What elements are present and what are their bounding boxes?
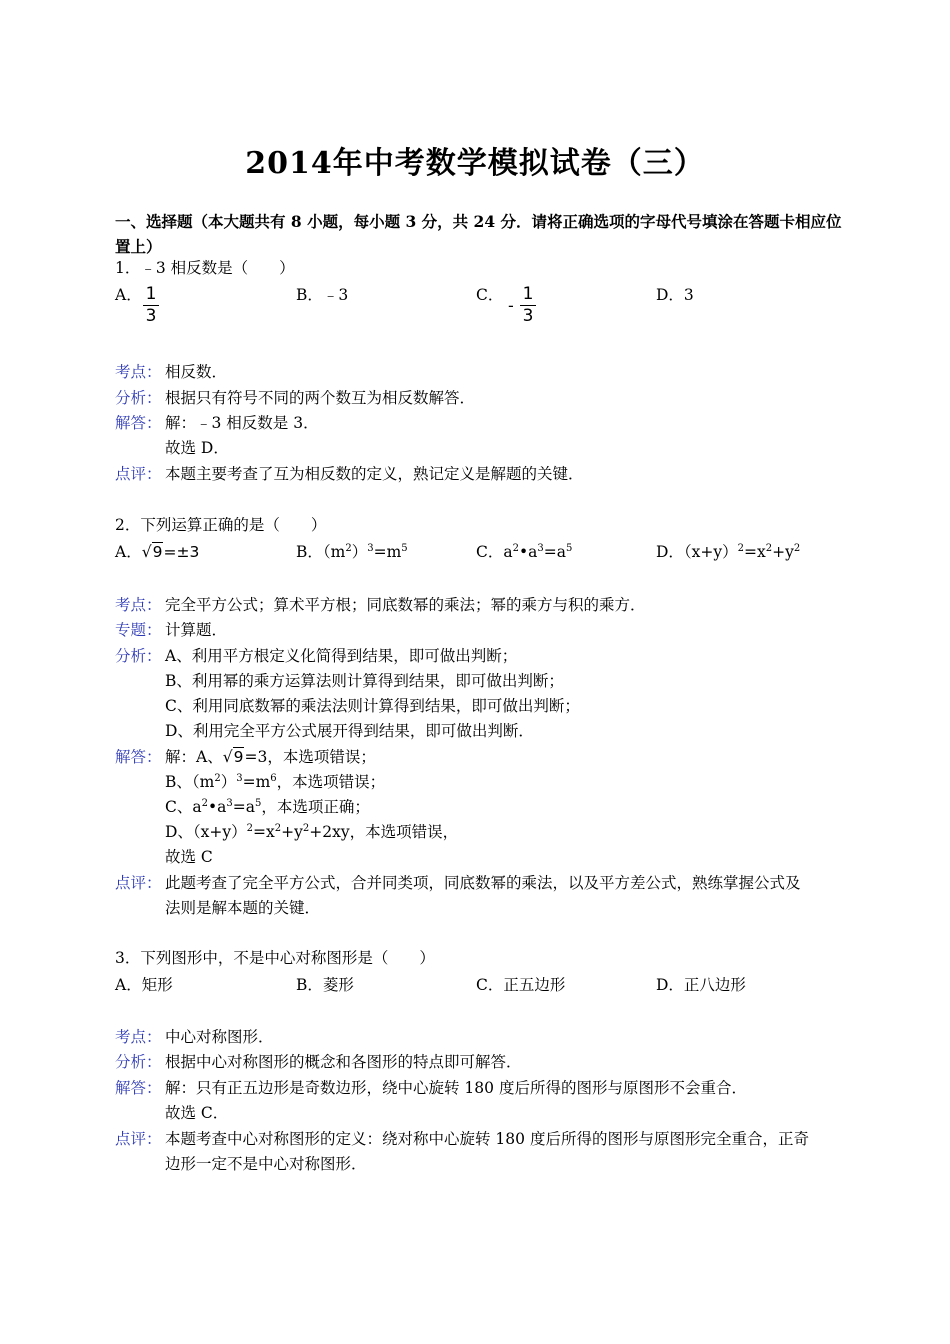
q2-option-c: C．$a^2•a^3=a^5$ bbox=[476, 543, 573, 561]
q1-option-c-label: C． bbox=[476, 286, 504, 304]
q1-option-a-label: A． bbox=[115, 286, 142, 304]
q1-dianping: 本题主要考查了互为相反数的定义，熟记定义是解题的关键． bbox=[165, 465, 584, 483]
q1-jieda-label: 解答： bbox=[115, 414, 162, 432]
q3-dianping-1: 本题考查中心对称图形的定义：绕对称中心旋转 180 度后所得的图形与原图形完全重合，正奇 bbox=[165, 1130, 809, 1148]
q3-kaodian-label: 考点： bbox=[115, 1028, 162, 1046]
q3-jieda-1: 解：只有正五边形是奇数边形，绕中心旋转 180 度后所得的图形与原图形不会重合． bbox=[165, 1079, 747, 1097]
q1-fenxi-label: 分析： bbox=[115, 389, 162, 407]
q1-option-c-fraction bbox=[520, 285, 536, 326]
q3-kaodian: 中心对称图形． bbox=[165, 1028, 274, 1046]
sqrt-symbol: √9 bbox=[222, 748, 244, 766]
q1-dianping-label: 点评： bbox=[115, 465, 162, 483]
q2-fenxi-4: D、利用完全平方公式展开得到结果，即可做出判断． bbox=[165, 722, 534, 740]
q3-option-a: A．矩形 bbox=[115, 976, 173, 994]
q2-dianping-label: 点评： bbox=[115, 874, 162, 892]
q1-kaodian: 相反数． bbox=[165, 363, 228, 381]
section-heading: 一、选择题（本大题共有 8 小题，每小题 3 分，共 24 分．请将正确选项的字母代号填涂在答题卡相应位 置上） bbox=[115, 212, 842, 256]
q1-kaodian-label: 考点： bbox=[115, 363, 162, 381]
q3-option-c: C．正五边形 bbox=[476, 976, 566, 994]
q2-zhuanti-label: 专题： bbox=[115, 621, 162, 639]
q1-fenxi: 根据只有符号不同的两个数互为相反数解答． bbox=[165, 389, 476, 407]
q3-jieda-label: 解答： bbox=[115, 1079, 162, 1097]
q1-jieda-2: 故选 D． bbox=[165, 439, 229, 457]
q3-option-d: D．正八边形 bbox=[656, 976, 746, 994]
denominator: 3 bbox=[522, 306, 534, 326]
q2-kaodian: 完全平方公式；算术平方根；同底数幂的乘法；幂的乘方与积的乘方． bbox=[165, 596, 646, 614]
q1-option-b: B．﹣3 bbox=[296, 286, 349, 304]
denominator: 3 bbox=[145, 306, 157, 326]
q2-dianping-1: 此题考查了完全平方公式，合并同类项，同底数幂的乘法，以及平方差公式，熟练掌握公式及 bbox=[165, 874, 801, 892]
q2-fenxi-label: 分析： bbox=[115, 647, 162, 665]
q3-stem: 3．下列图形中，不是中心对称图形是（ ） bbox=[115, 949, 435, 967]
q3-option-b: B．菱形 bbox=[296, 976, 354, 994]
numerator: 1 bbox=[145, 284, 157, 304]
q2-fenxi-1: A、利用平方根定义化简得到结果，即可做出判断； bbox=[165, 647, 518, 665]
q1-option-a-fraction bbox=[143, 285, 159, 326]
q2-stem: 2．下列运算正确的是（ ） bbox=[115, 516, 327, 534]
q2-dianping-2: 法则是解本题的关键． bbox=[165, 899, 321, 917]
q2-fenxi-2: B、利用幂的乘方运算法则计算得到结果，即可做出判断； bbox=[165, 672, 564, 690]
q2-jieda-3: C、$a^2•a^3=a^5$，本选项正确； bbox=[165, 798, 370, 816]
q2-jieda-1: 解：A、√9=3，本选项错误； bbox=[165, 748, 376, 766]
q2-jieda-label: 解答： bbox=[115, 748, 162, 766]
q2-option-d: D．$(x+y)^2=x^2+y^2$ bbox=[656, 543, 801, 561]
q2-jieda-4: D、$(x+y)^2=x^2+y^2+2xy$，本选项错误， bbox=[165, 823, 459, 841]
q2-zhuanti: 计算题． bbox=[165, 621, 228, 639]
numerator: 1 bbox=[522, 284, 534, 304]
sqrt-symbol: √9 bbox=[141, 543, 163, 561]
page-title: 2014年中考数学模拟试卷（三） bbox=[245, 146, 705, 181]
q1-jieda-1: 解：﹣3 相反数是 3． bbox=[165, 414, 319, 432]
q3-fenxi: 根据中心对称图形的概念和各图形的特点即可解答． bbox=[165, 1053, 522, 1071]
q3-jieda-2: 故选 C． bbox=[165, 1104, 229, 1122]
q3-dianping-2: 边形一定不是中心对称图形． bbox=[165, 1155, 367, 1173]
q2-kaodian-label: 考点： bbox=[115, 596, 162, 614]
q2-option-a: A．√9=±3 bbox=[115, 543, 200, 561]
q3-dianping-label: 点评： bbox=[115, 1130, 162, 1148]
q2-fenxi-3: C、利用同底数幂的乘法法则计算得到结果，即可做出判断； bbox=[165, 697, 580, 715]
q3-fenxi-label: 分析： bbox=[115, 1053, 162, 1071]
q2-option-b: B．$(m^2)^3=m^5$ bbox=[296, 543, 408, 561]
q1-option-d: D．3 bbox=[656, 286, 694, 304]
q2-jieda-5: 故选 C bbox=[165, 848, 213, 866]
q1-stem: 1．﹣3 相反数是（ ） bbox=[115, 259, 295, 277]
q1-option-c-sign: - bbox=[508, 296, 514, 315]
q2-jieda-2: B、$(m^2)^3=m^6$，本选项错误； bbox=[165, 773, 386, 791]
